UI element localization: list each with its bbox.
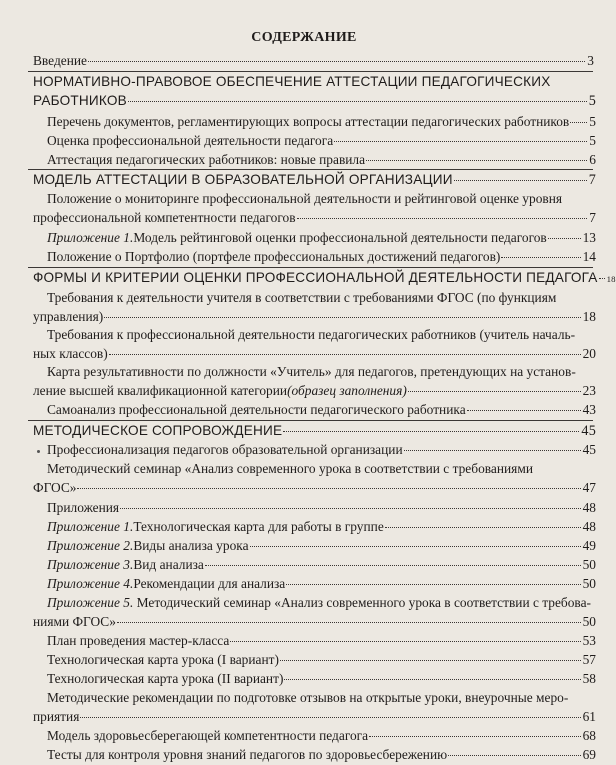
dot-leader	[366, 160, 587, 161]
toc-entry[interactable]	[47, 633, 596, 649]
toc-entry[interactable]	[47, 747, 596, 763]
toc-entry-appendix[interactable]	[47, 519, 596, 535]
entry-text-line1: НОРМАТИВНО-ПРАВОВОЕ ОБЕСПЕЧЕНИЕ АТТЕСТАЦИИ ПЕДАГОГИЧЕСКИХ	[33, 74, 551, 89]
entry-text: профессиональной компетентности педагогов	[33, 210, 296, 225]
entry-text: Виды анализа урока	[133, 538, 249, 553]
entry-text: Модель здоровьесберегающей компетентности педагога	[47, 728, 369, 743]
page-number: 47	[582, 480, 596, 495]
page-number: 6	[589, 152, 596, 167]
entry-text: МЕТОДИЧЕСКОЕ СОПРОВОЖДЕНИЕ	[33, 423, 283, 438]
page-number: 50	[582, 557, 596, 572]
entry-text: Технологическая карта урока (I вариант)	[47, 652, 279, 667]
toc-entry[interactable]	[33, 364, 596, 399]
dot-leader	[250, 546, 581, 547]
entry-text-line1: Карта результативности по должности «Учитель» для педагогов, претендующих на установ-	[47, 364, 576, 379]
dot-leader	[88, 61, 585, 62]
divider	[28, 267, 593, 268]
page-number: 50	[582, 614, 596, 629]
entry-text-line1: Методический семинар «Анализ современного урока в соответствии с требованиями	[47, 461, 533, 476]
bullet-mark	[37, 450, 40, 453]
entry-text: ление высшей квалификационной категории	[33, 383, 288, 398]
appendix-label: Приложение 2.	[47, 538, 134, 553]
dot-leader	[501, 257, 580, 258]
dot-leader	[454, 180, 587, 181]
toc-entry-appendix[interactable]	[47, 576, 596, 592]
entry-text: приятия	[33, 709, 80, 724]
entry-text: ниями ФГОС»	[33, 614, 116, 629]
dot-leader	[128, 101, 587, 102]
dot-leader	[104, 317, 580, 318]
toc-entry[interactable]	[33, 690, 596, 725]
divider	[28, 420, 593, 421]
entry-text: ФГОС»	[33, 480, 77, 495]
page-number: 5	[588, 93, 596, 109]
divider	[28, 169, 593, 170]
appendix-label: Приложение 3.	[47, 557, 134, 572]
page-number: 14	[582, 249, 596, 264]
toc-entry[interactable]	[47, 402, 596, 418]
toc-entry[interactable]	[33, 290, 596, 325]
page-number: 43	[582, 402, 596, 417]
toc-section-heading[interactable]	[33, 172, 596, 188]
page-number: 45	[582, 442, 596, 457]
toc-section-heading[interactable]	[33, 270, 616, 287]
entry-text-line1: Требования к профессиональной деятельности педагогических работников (учитель началь-	[47, 327, 576, 342]
page-number: 7	[589, 210, 596, 225]
dot-leader	[286, 584, 580, 585]
toc-entry[interactable]	[47, 249, 596, 265]
entry-text-line1: Требования к деятельности учителя в соответствии с требованиями ФГОС (по функциям	[47, 290, 557, 305]
page-number: 48	[582, 519, 596, 534]
page-title: СОДЕРЖАНИЕ	[251, 30, 357, 45]
entry-text: Вид анализа	[133, 557, 204, 572]
toc-entry-appendix[interactable]	[33, 595, 596, 630]
appendix-label: Приложение 1.	[47, 519, 134, 534]
page-number: 3	[587, 53, 594, 68]
entry-text: Перечень документов, регламентирующих вопросы аттестации педагогических работников	[47, 114, 570, 129]
dot-leader	[369, 736, 581, 737]
page-number: 69	[582, 747, 596, 762]
dot-leader	[599, 278, 605, 279]
toc-entry[interactable]	[47, 500, 596, 516]
entry-text: Приложения	[47, 500, 120, 515]
page-number: 5	[589, 133, 596, 148]
toc-entry[interactable]	[47, 671, 596, 687]
entry-text: Положение о Портфолио (портфеле профессиональных достижений педагогов)	[47, 249, 501, 264]
dot-leader	[120, 508, 581, 509]
page-number: 61	[582, 709, 596, 724]
dot-leader	[230, 641, 580, 642]
toc-entry[interactable]	[47, 114, 596, 130]
toc-entry[interactable]	[33, 191, 596, 226]
appendix-label: Приложение 5.	[47, 595, 134, 610]
dot-leader	[408, 391, 581, 392]
page-number: 13	[582, 230, 596, 245]
toc-section-heading[interactable]	[33, 74, 596, 109]
entry-text: Введение	[33, 53, 87, 68]
dot-leader	[77, 488, 580, 489]
entry-text: Оценка профессиональной деятельности педагога	[47, 133, 334, 148]
page-number: 53	[582, 633, 596, 648]
entry-text: Профессионализация педагогов образовательной организации	[47, 442, 403, 457]
dot-leader	[117, 622, 581, 623]
entry-note: (образец заполнения)	[287, 383, 407, 398]
entry-text: Аттестация педагогических работников: новые правила	[47, 152, 366, 167]
toc-entry-appendix[interactable]	[47, 230, 596, 246]
page-number: 58	[582, 671, 596, 686]
page-number: 20	[582, 346, 596, 361]
toc-entry[interactable]	[47, 652, 596, 668]
dot-leader	[548, 238, 581, 239]
entry-text: Технологическая карта для работы в группе	[133, 519, 384, 534]
toc-entry[interactable]	[33, 327, 596, 362]
appendix-label: Приложение 1.	[47, 230, 134, 245]
toc-entry[interactable]	[47, 152, 596, 168]
entry-text: Модель рейтинговой оценки профессиональной деятельности педагогов	[133, 230, 547, 245]
toc-entry[interactable]	[47, 442, 596, 458]
entry-text: Тесты для контроля уровня знаний педагогов по здоровьесбережению	[47, 747, 448, 762]
dot-leader	[205, 565, 581, 566]
page-number: 68	[582, 728, 596, 743]
entry-text: ФОРМЫ И КРИТЕРИИ ОЦЕНКИ ПРОФЕССИОНАЛЬНОЙ ДЕЯТЕЛЬНОСТИ ПЕДАГОГА	[33, 270, 598, 285]
entry-text-line1: Положение о мониторинге профессиональной деятельности и рейтинговой оценке уровня	[47, 191, 563, 206]
appendix-label: Приложение 4.	[47, 576, 134, 591]
toc-entry[interactable]	[47, 133, 596, 149]
toc-section-heading[interactable]	[33, 423, 596, 439]
dot-leader	[297, 218, 588, 219]
page-number: 18	[582, 309, 596, 324]
dot-leader	[404, 450, 581, 451]
entry-text: ных классов)	[33, 346, 108, 361]
page-number: 49	[582, 538, 596, 553]
page-number: 48	[582, 500, 596, 515]
dot-leader	[284, 679, 580, 680]
entry-text: управления)	[33, 309, 104, 324]
page-number: 50	[582, 576, 596, 591]
dot-leader	[109, 354, 581, 355]
dot-leader	[385, 527, 581, 528]
dot-leader	[280, 660, 581, 661]
dot-leader	[448, 755, 580, 756]
entry-text-line1: Методические рекомендации по подготовке отзывов на открытые уроки, внеурочные меро-	[47, 690, 569, 705]
page-number: 45	[581, 423, 596, 439]
entry-text-line1: Методический семинар «Анализ современного урока в соответствии с требова-	[133, 595, 591, 610]
dot-leader	[80, 717, 580, 718]
dot-leader	[570, 122, 587, 123]
divider	[28, 71, 593, 72]
toc-entry-appendix[interactable]	[47, 538, 596, 554]
entry-text: Самоанализ профессиональной деятельности педагогического работника	[47, 402, 466, 417]
page-number: 23	[582, 383, 596, 398]
toc-entry-appendix[interactable]	[47, 557, 596, 573]
entry-text: План проведения мастер-класса	[47, 633, 230, 648]
toc-entry[interactable]	[47, 728, 596, 744]
page-number: 18	[606, 274, 616, 284]
dot-leader	[467, 410, 581, 411]
toc-entry[interactable]	[33, 461, 596, 496]
entry-text: МОДЕЛЬ АТТЕСТАЦИИ В ОБРАЗОВАТЕЛЬНОЙ ОРГАНИЗАЦИИ	[33, 172, 453, 187]
page-number: 5	[589, 114, 596, 129]
entry-text: Рекомендации для анализа	[133, 576, 286, 591]
page-number: 7	[588, 172, 596, 188]
dot-leader	[283, 431, 579, 432]
entry-text: Технологическая карта урока (II вариант)	[47, 671, 284, 686]
page-number: 57	[582, 652, 596, 667]
dot-leader	[334, 141, 587, 142]
entry-text: РАБОТНИКОВ	[33, 93, 127, 108]
toc-entry-introduction[interactable]	[33, 53, 594, 69]
